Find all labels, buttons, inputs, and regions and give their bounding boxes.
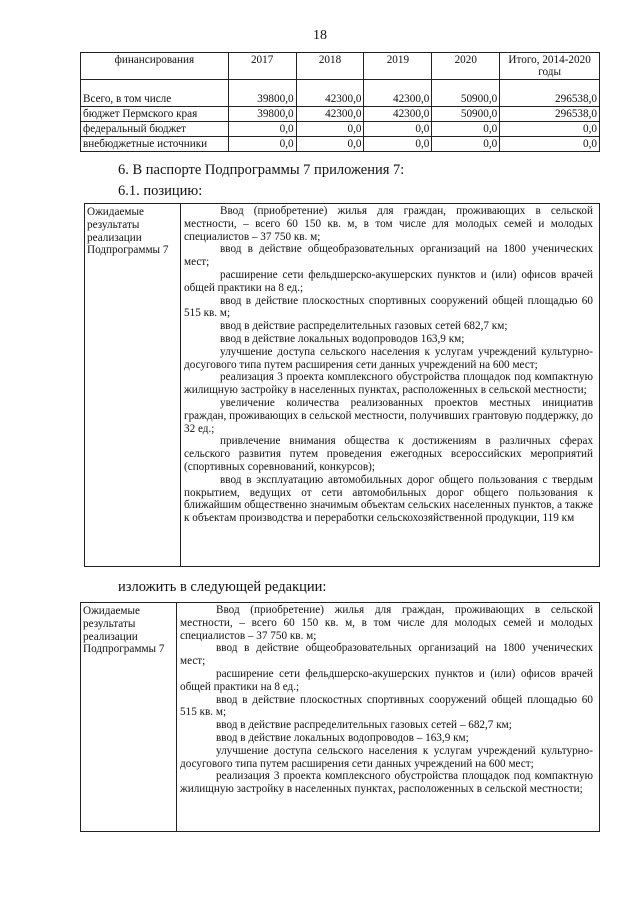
paragraph: улучшение доступа сельского населения к услугам учреждений культурно-досугового типа путем расширения сети данных учреждений на 600 мест; [184, 345, 593, 371]
paragraph: ввод в эксплуатацию автомобильных дорог общего пользования с твердым покрытием, ведущих от сети автомобильных дорог общего пользования к ближайшим общественно значимым объектам сельских населенных пунктов, а также к объектам производства и переработки сельскохозяйственной продукции, 119 км [184, 473, 593, 525]
new-edition-heading: изложить в следующей редакции: [118, 579, 327, 595]
paragraph: привлечение внимания общества к достижениям в различных сферах сельского развития путем проведения ежегодных всероссийских мероприятий (спортивных соревнований, конкурсов); [184, 435, 593, 473]
table-cell: 0,0 [228, 122, 296, 137]
table-cell: 42300,0 [364, 80, 432, 107]
paragraph: ввод в действие распределительных газовых сетей 682,7 км; [220, 320, 508, 333]
table-cell: 0,0 [432, 122, 500, 137]
paragraph: ввод в действие общеобразовательных организаций на 1800 ученических мест; [184, 243, 593, 269]
row-label: внебюджетные источники [81, 137, 229, 152]
row-label: федеральный бюджет [81, 122, 229, 137]
table-cell: 0,0 [296, 137, 364, 152]
paragraph: ввод в действие локальных водопроводов 163,9 км; [220, 332, 465, 345]
paragraph: ввод в действие общеобразовательных организаций на 1800 ученических мест; [180, 642, 593, 668]
table-cell: 39800,0 [228, 80, 296, 107]
header-cell: 2017 [228, 53, 296, 80]
label-line: реализации [83, 630, 138, 643]
paragraph: увеличение количества реализованных проектов местных инициатив граждан, проживающих в сельской местности, получивших грантовую поддержку, до 32 ед.; [184, 396, 593, 435]
label-line: Ожидаемые [83, 605, 140, 617]
paragraph: расширение сети фельдшерско-акушерских пунктов и (или) офисов врачей общей практики на 8 ед.; [180, 667, 593, 693]
label-line: Подпрограммы 7 [87, 244, 169, 257]
new-position-block [80, 602, 600, 832]
table-row [81, 137, 600, 152]
position-label [85, 204, 181, 566]
row-label: Всего, в том числе [81, 80, 229, 107]
table-cell: 50900,0 [432, 107, 500, 122]
subsection-heading: 6.1. позицию: [118, 183, 203, 199]
table-cell: 42300,0 [296, 107, 364, 122]
label-line: Ожидаемые [87, 206, 144, 218]
label-line: Подпрограммы 7 [83, 643, 165, 656]
table-row [81, 107, 600, 122]
paragraph: Ввод (приобретение) жилья для граждан, проживающих в сельской местности, – всего 60 150 кв. м, в том числе для молодых семей и молодых специалистов – 37 750 кв. м; [184, 205, 593, 243]
header-cell: финансирования [81, 53, 229, 80]
table-cell: 0,0 [432, 137, 500, 152]
table-row [81, 122, 600, 137]
table-cell: 42300,0 [364, 107, 432, 122]
paragraph: Ввод (приобретение) жилья для граждан, проживающих в сельской местности, – всего 60 150 кв. м, в том числе для молодых семей и молодых специалистов – 37 750 кв. м; [180, 604, 593, 642]
paragraph: реализация 3 проекта комплексного обустройства площадок под компактную жилищную застройку в населенных пунктах, расположенных в сельской местности; [184, 371, 593, 397]
table-cell: 296538,0 [500, 107, 600, 122]
old-position-block [84, 203, 600, 567]
table-cell: 0,0 [228, 137, 296, 152]
table-cell: 296538,0 [500, 80, 600, 107]
header-cell: 2019 [364, 53, 432, 80]
label-line: результаты [87, 218, 140, 231]
paragraph: ввод в действие плоскостных спортивных сооружений общей площадью 60 515 кв. м; [184, 294, 593, 320]
paragraph: ввод в действие распределительных газовых сетей – 682,7 км; [216, 719, 512, 732]
table-cell: 0,0 [364, 122, 432, 137]
table-cell: 42300,0 [296, 80, 364, 107]
label-line: результаты [83, 617, 136, 630]
section-heading: 6. В паспорте Подпрограммы 7 приложения 7: [118, 162, 405, 178]
table-cell: 0,0 [500, 122, 600, 137]
row-label: бюджет Пермского края [81, 107, 229, 122]
position-label [81, 603, 177, 831]
position-text [177, 603, 599, 831]
header-cell: Итого, 2014-2020 годы [500, 53, 600, 80]
page-number: 18 [313, 28, 327, 43]
table-row [81, 80, 600, 107]
paragraph: ввод в действие локальных водопроводов – 163,9 км; [216, 731, 469, 744]
table-cell: 50900,0 [432, 80, 500, 107]
paragraph: улучшение доступа сельского населения к услугам учреждений культурно-досугового типа путем расширения сети данных учреждений на 600 мест; [180, 744, 593, 770]
header-cell: 2020 [432, 53, 500, 80]
table-cell: 0,0 [364, 137, 432, 152]
financing-table [80, 52, 600, 152]
table-cell: 0,0 [296, 122, 364, 137]
table-header-row [81, 53, 600, 80]
paragraph: ввод в действие плоскостных спортивных сооружений общей площадью 60 515 кв. м; [180, 693, 593, 719]
paragraph: реализация 3 проекта комплексного обустройства площадок под компактную жилищную застройку в населенных пунктах, расположенных в сельской местности; [180, 770, 593, 796]
table-cell: 0,0 [500, 137, 600, 152]
table-cell: 39800,0 [228, 107, 296, 122]
position-text [181, 204, 599, 566]
label-line: реализации [87, 231, 142, 244]
header-cell: 2018 [296, 53, 364, 80]
paragraph: расширение сети фельдшерско-акушерских пунктов и (или) офисов врачей общей практики на 8 ед.; [184, 268, 593, 294]
